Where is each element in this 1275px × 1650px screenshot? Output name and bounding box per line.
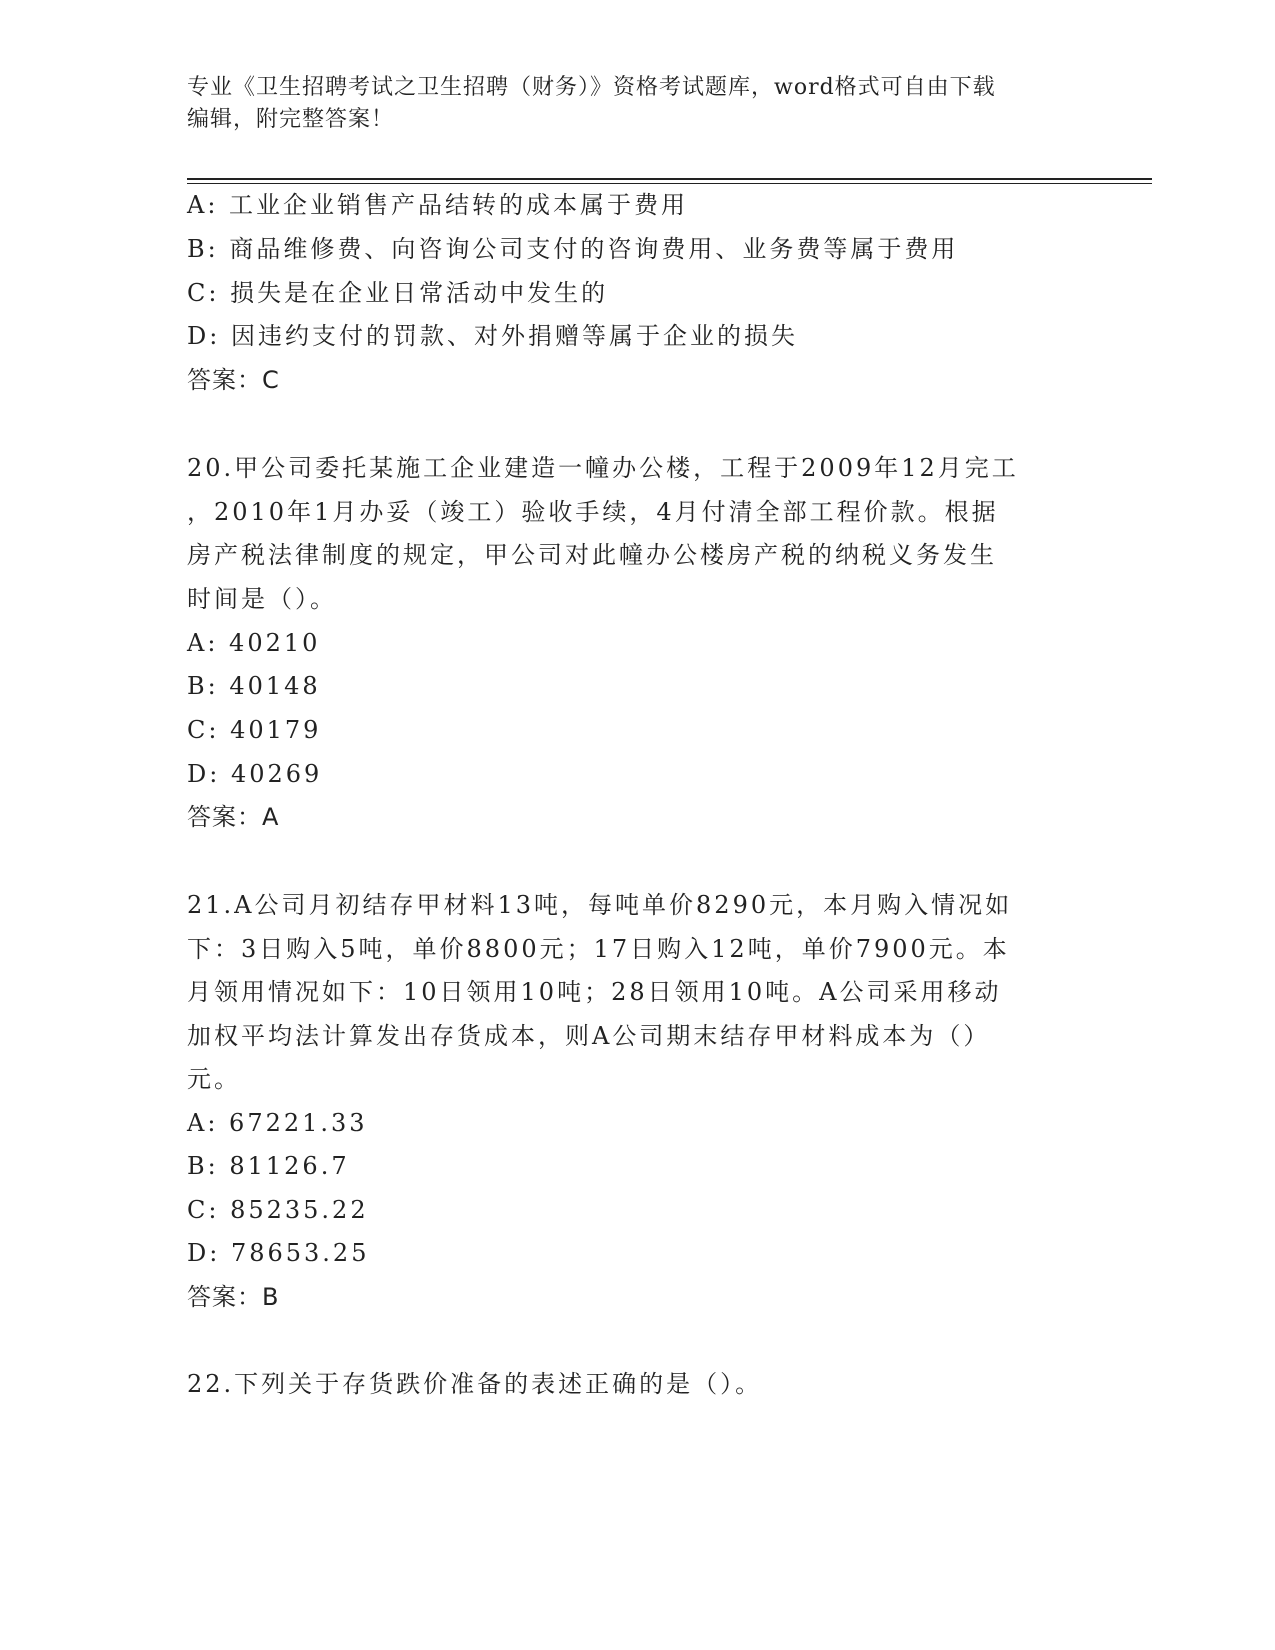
q19-option-b: B: 商品维修费、向咨询公司支付的咨询费用、业务费等属于费用 [187, 235, 959, 263]
header-line-2: 编辑，附完整答案！ [187, 107, 395, 132]
q19-option-c: C: 损失是在企业日常活动中发生的 [187, 279, 609, 307]
q21-option-d: D: 78653.25 [187, 1239, 370, 1267]
header-divider-thick [187, 178, 1152, 180]
q21-option-b: B: 81126.7 [187, 1152, 350, 1180]
q19-option-d: D: 因违约支付的罚款、对外捐赠等属于企业的损失 [187, 322, 798, 350]
q20-stem-line-4: 时间是（）。 [187, 585, 337, 613]
document-header [187, 72, 1067, 136]
q20-stem-line-2: ，2010年1月办妥（竣工）验收手续，4月付清全部工程价款。根据 [187, 498, 999, 526]
q22-stem-line-1: 22.下列关于存货跌价准备的表述正确的是（）。 [187, 1370, 763, 1398]
header-line-1: 专业《卫生招聘考试之卫生招聘（财务）》资格考试题库，word格式可自由下载 [187, 75, 996, 100]
q21-option-a: A: 67221.33 [187, 1109, 368, 1137]
q20-stem-line-1: 20.甲公司委托某施工企业建造一幢办公楼，工程于2009年12月完工 [187, 454, 1019, 482]
q21-stem-line-5: 元。 [187, 1065, 241, 1093]
q20-answer: 答案：A [187, 803, 280, 831]
q20-option-c: C: 40179 [187, 716, 322, 744]
q20-option-b: B: 40148 [187, 672, 321, 700]
q21-stem-line-2: 下：3日购入5吨，单价8800元；17日购入12吨，单价7900元。本 [187, 935, 1010, 963]
q19-option-a: A: 工业企业销售产品结转的成本属于费用 [187, 191, 689, 219]
q20-option-a: A: 40210 [187, 629, 321, 657]
q21-stem-line-3: 月领用情况如下：10日领用10吨；28日领用10吨。A公司采用移动 [187, 978, 1002, 1006]
q20-option-d: D: 40269 [187, 760, 323, 788]
header-divider-thin [187, 183, 1152, 184]
q21-option-c: C: 85235.22 [187, 1196, 369, 1224]
q20-stem-line-3: 房产税法律制度的规定，甲公司对此幢办公楼房产税的纳税义务发生 [187, 541, 997, 569]
q21-stem-line-4: 加权平均法计算发出存货成本，则A公司期末结存甲材料成本为（） [187, 1022, 991, 1050]
q21-answer: 答案：B [187, 1283, 280, 1311]
q19-answer: 答案：C [187, 366, 280, 394]
q21-stem-line-1: 21.A公司月初结存甲材料13吨，每吨单价8290元，本月购入情况如 [187, 891, 1013, 919]
